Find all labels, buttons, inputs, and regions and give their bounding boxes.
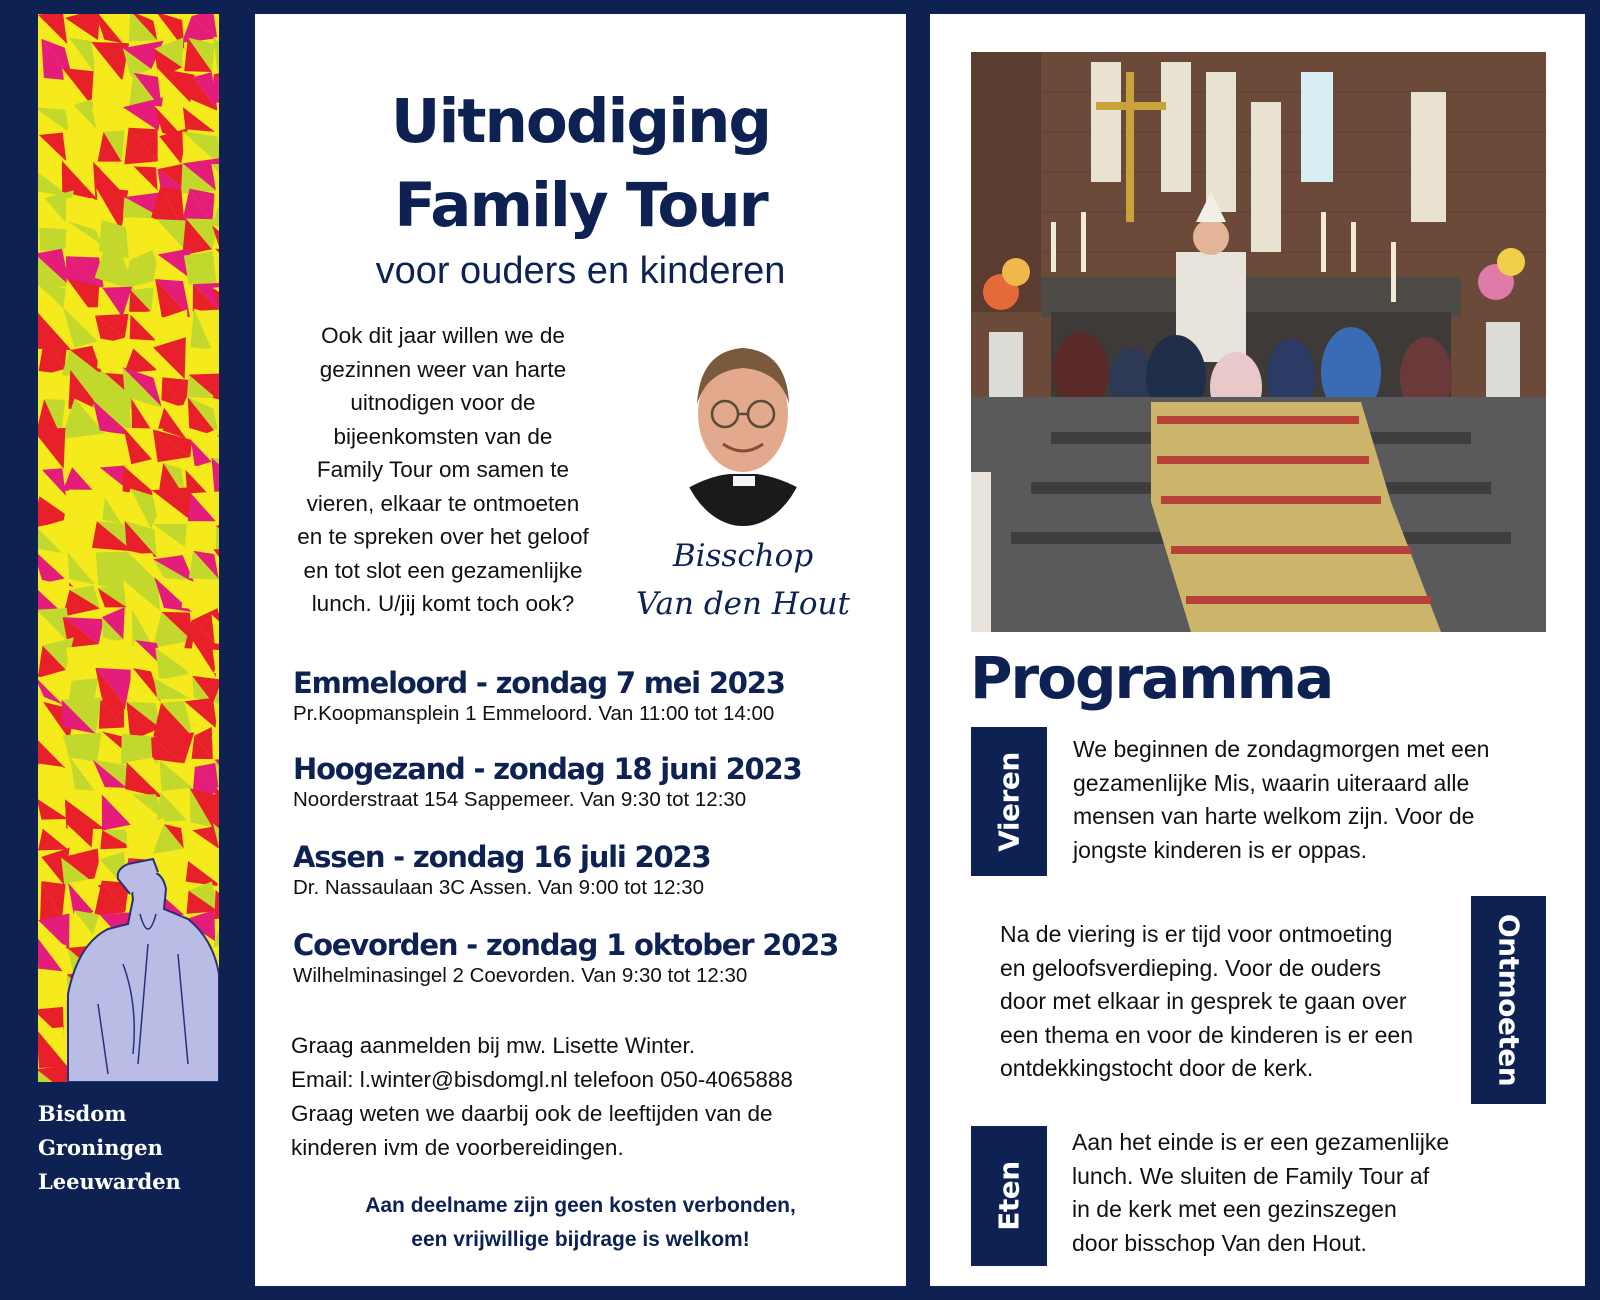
event-title: Assen - zondag 16 juli 2023 xyxy=(293,840,711,874)
invitation-title-line1: Uitnodiging xyxy=(390,86,771,157)
event-address: Noorderstraat 154 Sappemeer. Van 9:30 tot 12:30 xyxy=(293,788,747,811)
event-item xyxy=(293,752,802,812)
contact-line: kinderen ivm de voorbereidingen. xyxy=(291,1135,624,1160)
intro-line: uitnodigen voor de xyxy=(350,390,536,415)
event-title: Coevorden - zondag 1 oktober 2023 xyxy=(293,928,839,962)
program-panel xyxy=(930,14,1585,1286)
glass-shard xyxy=(213,37,219,73)
contact-line: Graag weten we daarbij ook de leeftijden van de xyxy=(291,1101,773,1126)
invitation-panel xyxy=(255,14,906,1286)
intro-line: en tot slot een gezamenlijke xyxy=(303,557,583,583)
program-line: jongste kinderen is er oppas. xyxy=(1073,836,1368,863)
contact-line: Graag aanmelden bij mw. Lisette Winter. xyxy=(291,1033,695,1058)
diocese-line: Groningen xyxy=(38,1135,163,1160)
glass-shard xyxy=(215,249,219,281)
program-line: een thema en voor de kinderen is er een xyxy=(1000,1021,1413,1048)
bishop-caption xyxy=(623,532,863,628)
event-address: Dr. Nassaulaan 3C Assen. Van 9:00 tot 12:30 xyxy=(293,876,705,899)
intro-line: Ook dit jaar willen we de xyxy=(321,323,565,348)
tag-label: Vieren xyxy=(992,751,1026,852)
bishop-caption-line2: Van den Hout xyxy=(636,586,850,622)
program-text-ontmoeten xyxy=(1000,918,1413,1086)
bishop-portrait xyxy=(675,326,812,526)
intro-line: vieren, elkaar te ontmoeten xyxy=(306,490,580,516)
program-line: lunch. We sluiten de Family Tour af xyxy=(1072,1162,1430,1189)
event-address: Wilhelminasingel 2 Coevorden. Van 9:30 tot 12:30 xyxy=(293,964,748,987)
event-item xyxy=(293,840,710,900)
program-line: in de kerk met een gezinszegen xyxy=(1072,1196,1397,1222)
tag-vieren xyxy=(971,727,1047,876)
invitation-title-line2: Family Tour xyxy=(394,170,767,241)
tag-label: Eten xyxy=(992,1161,1026,1231)
cost-note xyxy=(255,1189,906,1257)
bishop-caption-line1: Bisschop xyxy=(672,538,814,574)
event-title: Emmeloord - zondag 7 mei 2023 xyxy=(293,666,785,700)
diocese-line: Leeuwarden xyxy=(38,1169,181,1194)
stained-glass-strip xyxy=(38,14,219,1082)
registration-info xyxy=(291,1029,891,1165)
glass-shard xyxy=(214,890,219,919)
intro-line: Family Tour om samen te xyxy=(316,457,570,482)
program-text-eten xyxy=(1072,1126,1449,1260)
diocese-name xyxy=(38,1097,181,1199)
program-line: Na de viering is er tijd voor ontmoeting xyxy=(1000,921,1393,947)
contact-line: Email: l.winter@bisdomgl.nl telefoon 050-4065888 xyxy=(291,1067,793,1092)
event-address: Pr.Koopmansplein 1 Emmeloord. Van 11:00 tot 14:00 xyxy=(293,702,775,725)
intro-line: bijeenkomsten van de xyxy=(333,423,553,449)
stained-glass-pattern xyxy=(38,14,219,1082)
intro-line: lunch. U/jij komt toch ook? xyxy=(311,591,575,616)
program-line: en geloofsverdieping. Voor de ouders xyxy=(1000,954,1382,981)
intro-line: gezinnen weer van harte xyxy=(319,356,567,382)
event-item xyxy=(293,666,785,726)
program-line: gezamenlijke Mis, waarin uiteraard alle xyxy=(1073,769,1470,796)
invitation-subtitle: voor ouders en kinderen xyxy=(375,250,786,292)
program-line: ontdekkingstocht door de kerk. xyxy=(1000,1055,1314,1081)
church-altar-photo xyxy=(971,52,1546,632)
intro-line: en te spreken over het geloof xyxy=(297,524,589,549)
intro-text xyxy=(285,319,601,621)
program-line: door bisschop Van den Hout. xyxy=(1072,1229,1367,1256)
event-item xyxy=(293,928,838,988)
cost-line1: Aan deelname zijn geen kosten verbonden, xyxy=(365,1194,796,1217)
diocese-line: Bisdom xyxy=(38,1101,127,1126)
tag-eten xyxy=(971,1126,1047,1266)
program-line: Aan het einde is er een gezamenlijke xyxy=(1072,1129,1450,1155)
program-line: mensen van harte welkom zijn. Voor de xyxy=(1073,803,1475,829)
tag-label: Ontmoeten xyxy=(1492,913,1525,1087)
program-line: We beginnen de zondagmorgen met een xyxy=(1073,736,1490,762)
program-line: door met elkaar in gesprek te gaan over xyxy=(1000,988,1407,1014)
event-title: Hoogezand - zondag 18 juni 2023 xyxy=(293,752,802,786)
tag-ontmoeten xyxy=(1471,896,1546,1104)
program-text-vieren xyxy=(1073,733,1489,867)
cost-line2: een vrijwillige bijdrage is welkom! xyxy=(411,1228,750,1251)
program-heading: Programma xyxy=(970,644,1333,712)
